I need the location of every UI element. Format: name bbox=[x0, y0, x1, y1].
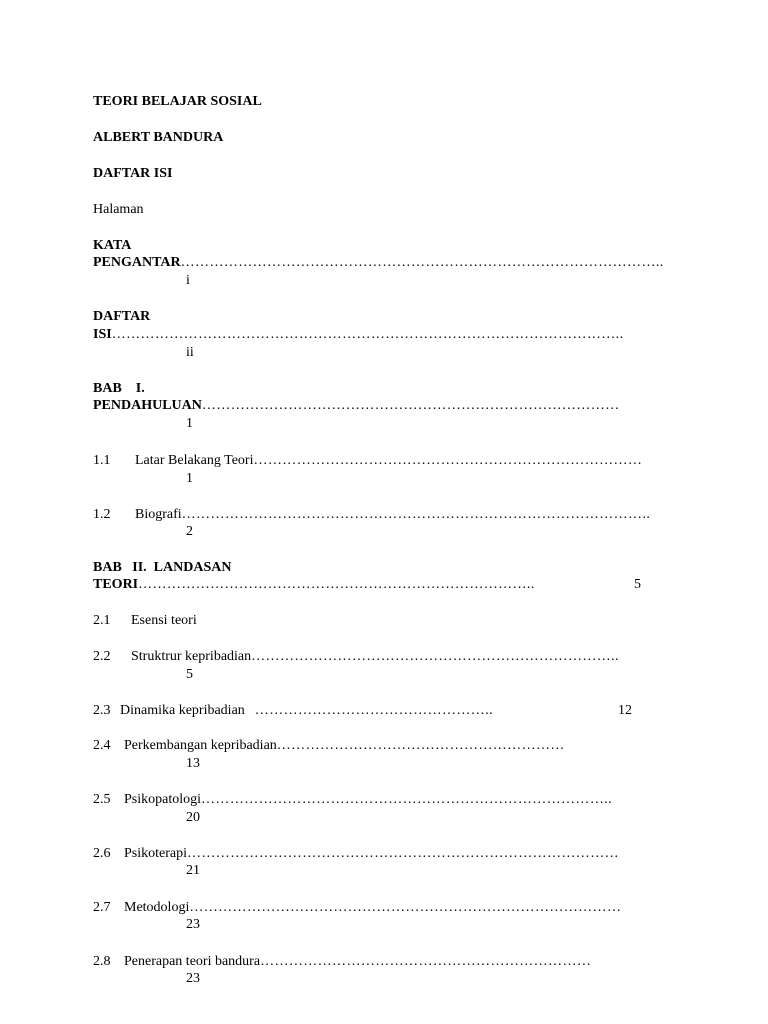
toc-page-number: 1 bbox=[186, 416, 193, 431]
toc-entry-label: Latar Belakang Teori bbox=[135, 453, 254, 468]
toc-page-number: 20 bbox=[186, 810, 200, 825]
toc-section-number: 1.1 bbox=[93, 453, 111, 468]
toc-page-number: ii bbox=[186, 345, 194, 360]
toc-leader-dots: …………………………………………………………………………………….. bbox=[181, 507, 651, 522]
toc-entry bbox=[93, 254, 664, 271]
toc-entry bbox=[93, 899, 621, 916]
toc-entry-label: Psikoterapi bbox=[124, 846, 187, 861]
toc-leader-dots: …………………………………………………… bbox=[276, 738, 565, 753]
toc-entry-label: PENGANTAR bbox=[93, 255, 181, 270]
toc-section-number: 2.1 bbox=[93, 613, 111, 628]
toc-leader-dots: ……………………………………………………………………… bbox=[253, 453, 643, 468]
toc-entry-label: ISI bbox=[93, 327, 112, 342]
toc-section-number: 2.4 bbox=[93, 738, 111, 753]
toc-page-number: 13 bbox=[186, 756, 200, 771]
toc-entry-label: BAB I. bbox=[93, 381, 145, 396]
toc-entry-label: Dinamika kepribadian bbox=[120, 703, 245, 718]
document-title: TEORI BELAJAR SOSIAL bbox=[93, 94, 262, 109]
toc-leader-dots: …………………………………………………………… bbox=[260, 954, 592, 969]
toc-entry bbox=[93, 791, 612, 808]
toc-entry bbox=[93, 326, 624, 343]
toc-entry bbox=[93, 845, 619, 862]
toc-page-number: 23 bbox=[186, 917, 200, 932]
toc-entry-label: DAFTAR bbox=[93, 309, 151, 324]
toc-leader-dots: ………………………………………………………………….. bbox=[251, 649, 619, 664]
toc-page-number: 1 bbox=[186, 471, 193, 486]
toc-heading: DAFTAR ISI bbox=[93, 166, 173, 181]
toc-entry-label: Struktrur kepribadian bbox=[131, 649, 252, 664]
toc-page-number: 23 bbox=[186, 971, 200, 986]
toc-entry-label: Perkembangan kepribadian bbox=[124, 738, 277, 753]
toc-entry-label: TEORI bbox=[93, 577, 139, 592]
toc-page-number: i bbox=[186, 273, 190, 288]
toc-entry-label: Biografi bbox=[135, 507, 182, 522]
toc-page-number: 5 bbox=[186, 667, 193, 682]
toc-section-number: 1.2 bbox=[93, 507, 111, 522]
toc-entry-label: Esensi teori bbox=[131, 613, 197, 628]
toc-leader-dots: ……………………………………………………………………………………….. bbox=[180, 255, 664, 270]
toc-entry-label: Penerapan teori bandura bbox=[124, 954, 261, 969]
toc-section-number: 2.3 bbox=[93, 703, 111, 718]
toc-leader-dots: ……………………………………………………………………………… bbox=[187, 846, 619, 861]
toc-entry bbox=[93, 397, 620, 414]
toc-leader-dots: ………………………………………….. bbox=[254, 703, 493, 718]
toc-page-number: 2 bbox=[186, 524, 193, 539]
toc-entry bbox=[93, 648, 619, 665]
toc-entry bbox=[93, 452, 642, 469]
toc-leader-dots: ………………………………………………………………………….. bbox=[201, 792, 613, 807]
toc-entry-label: Psikopatologi bbox=[124, 792, 202, 807]
toc-leader-dots: ……………………………………………………………………………… bbox=[189, 900, 622, 915]
page-column-label: Halaman bbox=[93, 202, 144, 217]
toc-entry bbox=[93, 612, 197, 629]
toc-entry bbox=[93, 953, 591, 970]
toc-entry-label: PENDAHULUAN bbox=[93, 398, 202, 413]
toc-leader-dots: ……………………………………………………………………….. bbox=[138, 577, 535, 592]
toc-section-number: 2.7 bbox=[93, 900, 111, 915]
toc-leader-dots: …………………………………………………………………………………………….. bbox=[111, 327, 624, 342]
toc-entry-label: BAB II. LANDASAN bbox=[93, 560, 232, 575]
toc-section-number: 2.2 bbox=[93, 649, 111, 664]
toc-page-number: 5 bbox=[634, 577, 641, 592]
toc-entry bbox=[93, 702, 493, 719]
toc-entry bbox=[93, 737, 565, 754]
toc-entry-label: Metodologi bbox=[124, 900, 190, 915]
toc-section-number: 2.5 bbox=[93, 792, 111, 807]
toc-entry-label: KATA bbox=[93, 238, 132, 253]
document-author: ALBERT BANDURA bbox=[93, 130, 224, 145]
toc-section-number: 2.8 bbox=[93, 954, 111, 969]
toc-section-number: 2.6 bbox=[93, 846, 111, 861]
toc-entry bbox=[93, 576, 535, 593]
toc-entry bbox=[93, 506, 650, 523]
toc-leader-dots: …………………………………………………………………………… bbox=[201, 398, 620, 413]
toc-page-number: 21 bbox=[186, 863, 200, 878]
toc-page-number: 12 bbox=[618, 703, 632, 718]
